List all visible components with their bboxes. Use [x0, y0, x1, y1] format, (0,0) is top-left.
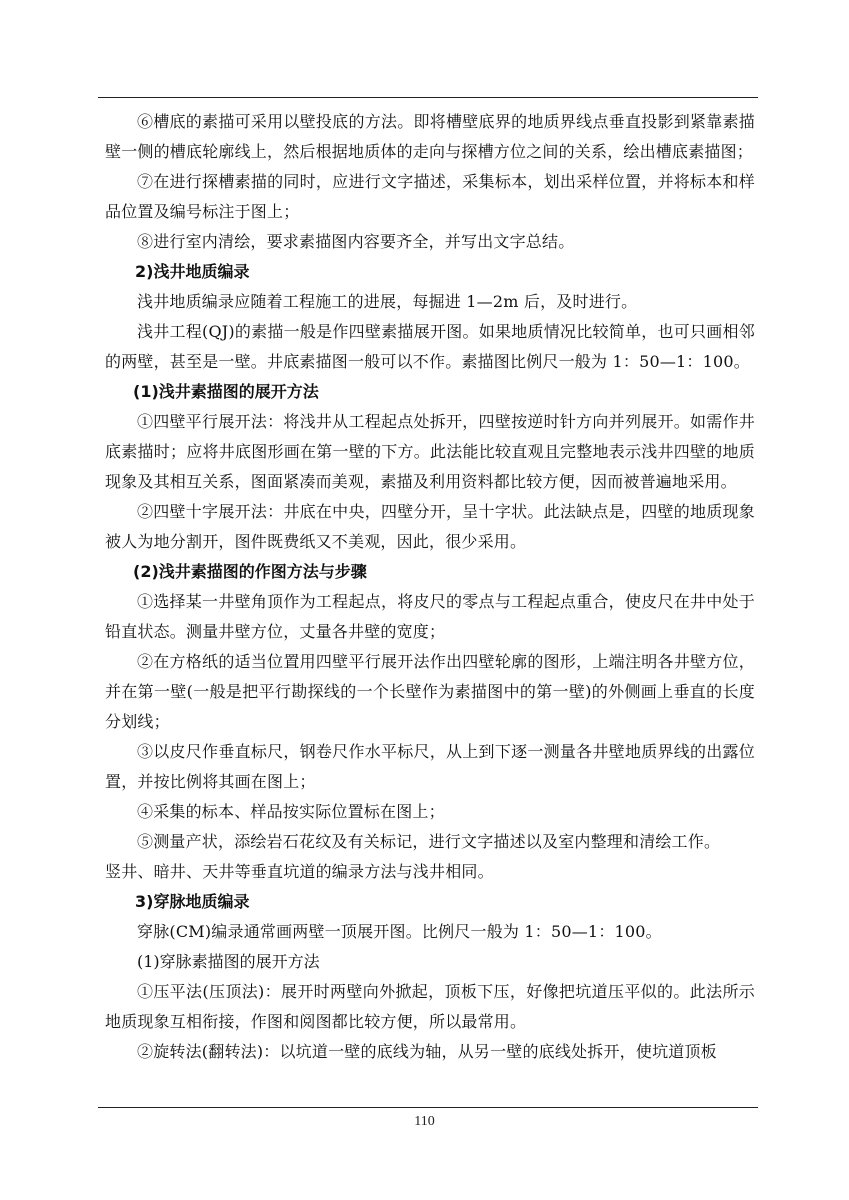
subsection-heading: (2)浅井素描图的作图方法与步骤: [133, 562, 367, 581]
paragraph: ②四壁十字展开法：井底在中央，四壁分开，呈十字状。此法缺点是，四壁的地质现象被人为地分割开，图件既费纸又不美观，因此，很少采用。: [105, 502, 755, 551]
paragraph: ⑥槽底的素描可采用以壁投底的方法。即将槽壁底界的地质界线点垂直投影到紧靠素描壁一侧的槽底轮廓线上，然后根据地质体的走向与探槽方位之间的关系，绘出槽底素描图；: [105, 112, 755, 161]
paragraph: ④采集的标本、样品按实际位置标在图上；: [137, 802, 445, 821]
paragraph: 穿脉(CM)编录通常画两壁一顶展开图。比例尺一般为 1：50—1：100。: [137, 922, 662, 941]
paragraph: ①压平法(压顶法)：展开时两壁向外掀起，顶板下压，好像把坑道压平似的。此法所示地质现象互相衔接，作图和阅图都比较方便，所以最常用。: [105, 982, 755, 1031]
section-heading: 3)穿脉地质编录: [135, 892, 250, 911]
paragraph: ③以皮尺作垂直标尺，钢卷尺作水平标尺，从上到下逐一测量各井壁地质界线的出露位置，并按比例将其画在图上；: [105, 742, 755, 791]
paragraph: ①四壁平行展开法：将浅井从工程起点处拆开，四壁按逆时针方向并列展开。如需作井底素描时；应将井底图形画在第一壁的下方。此法能比较直观且完整地表示浅井四壁的地质现象及其相互关系，图面紧凑而美观，素描及利用资料都比较方便，因而被普遍地采用。: [105, 412, 755, 491]
paragraph: ②旋转法(翻转法)：以坑道一壁的底线为轴，从另一壁的底线处拆开，使坑道顶板: [137, 1042, 717, 1061]
subsection-heading: (1)浅井素描图的展开方法: [133, 382, 319, 401]
paragraph: 竖井、暗井、天井等垂直坑道的编录方法与浅井相同。: [105, 862, 494, 881]
paragraph: ①选择某一井壁角顶作为工程起点，将皮尺的零点与工程起点重合，使皮尺在井中处于铅直状态。测量井壁方位，丈量各井壁的宽度；: [105, 592, 755, 641]
paragraph: ⑦在进行探槽素描的同时，应进行文字描述，采集标本，划出采样位置，并将标本和样品位置及编号标注于图上；: [105, 172, 755, 221]
page-number: 110: [414, 1114, 435, 1129]
page-body: [105, 107, 755, 1067]
subsection-heading: (1)穿脉素描图的展开方法: [137, 952, 320, 971]
paragraph: ②在方格纸的适当位置用四壁平行展开法作出四壁轮廓的图形，上端注明各井壁方位，并在第一壁(一般是把平行勘探线的一个长壁作为素描图中的第一壁)的外侧画上垂直的长度分划线；: [105, 652, 755, 731]
header-rule: [98, 97, 758, 98]
section-heading: 2)浅井地质编录: [135, 262, 250, 281]
paragraph: ⑧进行室内清绘，要求素描图内容要齐全，并写出文字总结。: [137, 232, 575, 251]
paragraph: ⑤测量产状，添绘岩石花纹及有关标记，进行文字描述以及室内整理和清绘工作。: [137, 832, 721, 851]
paragraph: 浅井地质编录应随着工程施工的进展，每掘进 1—2m 后，及时进行。: [137, 292, 638, 311]
paragraph: 浅井工程(QJ)的素描一般是作四壁素描展开图。如果地质情况比较简单，也可只画相邻的两壁，甚至是一壁。井底素描图一般可以不作。素描图比例尺一般为 1：50—1：100。: [105, 322, 755, 371]
footer-rule: [98, 1107, 758, 1108]
